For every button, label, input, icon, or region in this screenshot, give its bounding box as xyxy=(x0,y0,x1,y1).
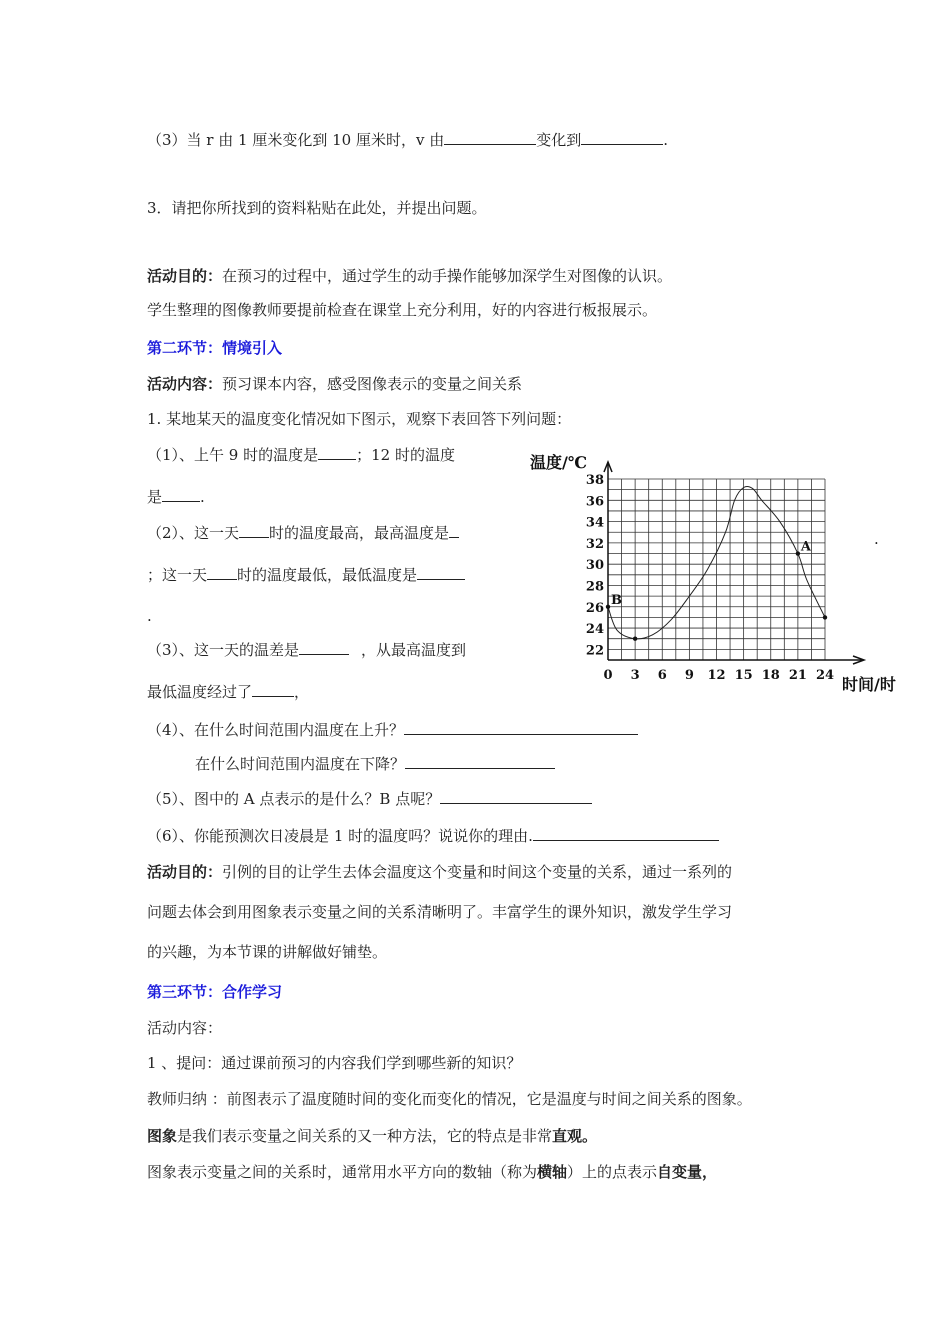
x-tick-label: 6 xyxy=(657,668,667,683)
point-label-b: B xyxy=(611,592,622,608)
item-1: 1. 某地某天的温度变化情况如下图示，观察下表回答下列问题： xyxy=(147,410,572,428)
x-tick-label: 3 xyxy=(630,668,640,683)
sq1-line-b xyxy=(147,487,205,507)
blank[interactable] xyxy=(252,682,294,697)
graph-mid: 是我们表示变量之间关系的又一种方法，它的特点是非常 xyxy=(177,1127,553,1145)
y-tick-label: 26 xyxy=(585,600,604,616)
data-point xyxy=(796,551,800,555)
goal-text: 在预习的过程中，通过学生的动手操作能够加深学生对图像的认识。 xyxy=(222,267,673,285)
q3-line xyxy=(147,130,668,150)
stray-dot: . xyxy=(874,530,879,548)
goal-1 xyxy=(147,266,672,286)
x-tick-label: 18 xyxy=(761,668,780,683)
q3-prefix: （3）当 r 由 1 厘米变化到 10 厘米时，v 由 xyxy=(147,131,445,149)
temperature-chart xyxy=(520,446,920,706)
y-tick-label: 38 xyxy=(585,473,604,488)
q3-mid: 变化到 xyxy=(536,131,582,149)
sq3-line-a xyxy=(147,640,466,660)
q3-end: . xyxy=(663,131,668,149)
sq2b: 时的温度最高，最高温度是 xyxy=(269,524,450,542)
section-2-heading: 第二环节：情境引入 xyxy=(147,339,283,357)
blank[interactable] xyxy=(581,130,663,145)
goal-2-cont-1: 问题去体会到用图象表示变量之间的关系清晰明了。丰富学生的课外知识，激发学生学习 xyxy=(147,903,733,921)
term-horizontal-axis: 横轴 xyxy=(537,1163,568,1181)
sq3-line-b xyxy=(147,682,309,702)
term-independent-variable: 自变量， xyxy=(657,1163,718,1181)
chart-grid xyxy=(608,479,825,660)
goal-1-cont: 学生整理的图像教师要提前检查在课堂上充分利用，好的内容进行板报展示。 xyxy=(147,301,658,319)
sq4-line-a xyxy=(147,720,638,740)
goal-2-cont-2: 的兴趣，为本节课的讲解做好铺垫。 xyxy=(147,943,388,961)
sq4b: 在什么时间范围内温度在下降？ xyxy=(195,755,406,773)
term-graph: 图象 xyxy=(147,1127,178,1145)
y-tick-label: 28 xyxy=(585,579,604,595)
y-tick-label: 30 xyxy=(585,558,604,574)
x-tick-label: 21 xyxy=(788,668,807,683)
data-point xyxy=(633,637,637,641)
data-point xyxy=(606,605,610,609)
goal-label: 活动目的： xyxy=(147,267,223,285)
chart-ticks xyxy=(586,473,834,683)
sq1d: . xyxy=(200,488,205,506)
activity-content-3: 活动内容： xyxy=(147,1019,223,1037)
content-label: 活动内容： xyxy=(147,375,223,393)
content-text: 预习课本内容，感受图像表示的变量之间关系 xyxy=(222,375,523,393)
goal-2 xyxy=(147,862,732,882)
x-tick-label: 0 xyxy=(603,668,613,683)
blank[interactable] xyxy=(207,565,237,580)
axis-a: 图象表示变量之间的关系时，通常用水平方向的数轴（称为 xyxy=(147,1163,538,1181)
item-3: 3．请把你所找到的资料粘贴在此处，并提出问题。 xyxy=(147,199,487,217)
sq1-line-a xyxy=(147,445,455,465)
x-tick-label: 24 xyxy=(815,668,835,683)
y-tick-label: 36 xyxy=(585,494,604,510)
y-tick-label: 34 xyxy=(585,515,604,531)
sq2-line-b xyxy=(147,565,465,585)
sq3a: （3）、这一天的温差是 xyxy=(147,641,300,659)
sq2a: （2）、这一天 xyxy=(147,524,240,542)
blank[interactable] xyxy=(417,565,465,580)
y-tick-label: 22 xyxy=(585,643,604,659)
goal-label: 活动目的： xyxy=(147,863,223,881)
blank[interactable] xyxy=(449,523,459,538)
axis-b: ）上的点表示 xyxy=(567,1163,658,1181)
sq1a: （1）、上午 9 时的温度是 xyxy=(147,446,319,464)
blank[interactable] xyxy=(299,640,349,655)
x-tick-label: 9 xyxy=(684,668,694,683)
blank[interactable] xyxy=(405,754,555,769)
y-tick-label: 24 xyxy=(585,622,604,638)
sq2-line-c: . xyxy=(147,607,152,625)
sq3b: ，从最高温度到 xyxy=(361,641,467,659)
blank[interactable] xyxy=(239,523,269,538)
section-3-heading: 第三环节：合作学习 xyxy=(147,983,283,1001)
point-label-a: A xyxy=(800,539,811,555)
blank[interactable] xyxy=(162,487,200,502)
axis-definition xyxy=(147,1162,717,1182)
sq3d: ， xyxy=(294,683,310,701)
goal-text: 引例的目的让学生去体会温度这个变量和时间这个变量的关系，通过一系列的 xyxy=(222,863,733,881)
term-intuitive: 直观。 xyxy=(552,1127,598,1145)
x-tick-label: 15 xyxy=(734,668,753,683)
blank[interactable] xyxy=(404,720,638,735)
sq3c: 最低温度经过了 xyxy=(147,683,253,701)
sq6-line xyxy=(147,826,719,846)
ask-line: 1 、提问：通过课前预习的内容我们学到哪些新的知识？ xyxy=(147,1054,522,1072)
y-tick-label: 32 xyxy=(585,536,604,552)
x-tick-label: 12 xyxy=(707,668,726,683)
activity-content xyxy=(147,374,522,394)
data-point xyxy=(823,615,827,619)
sq6: （6）、你能预测次日凌晨是 1 时的温度吗？说说你的理由. xyxy=(147,827,533,845)
blank[interactable] xyxy=(440,789,592,804)
graph-definition xyxy=(147,1126,597,1146)
sq5: （5）、图中的 A 点表示的是什么？B 点呢？ xyxy=(147,790,441,808)
x-axis-label: 时间/时 xyxy=(842,675,896,694)
sq4a: （4）、在什么时间范围内温度在上升？ xyxy=(147,721,405,739)
y-axis-label: 温度/℃ xyxy=(530,453,588,472)
sq2c: ；这一天 xyxy=(147,566,208,584)
blank[interactable] xyxy=(318,445,356,460)
sq1c: 是 xyxy=(147,488,163,506)
sq2d: 时的温度最低，最低温度是 xyxy=(237,566,418,584)
sq4-line-b xyxy=(195,754,555,774)
blank[interactable] xyxy=(444,130,536,145)
sq1b: ；12 时的温度 xyxy=(356,446,455,464)
sq2-line-a xyxy=(147,523,459,543)
blank[interactable] xyxy=(533,826,719,841)
sq5-line xyxy=(147,789,592,809)
teacher-summary: 教师归纳 ：前图表示了温度随时间的变化而变化的情况，它是温度与时间之间关系的图象。 xyxy=(147,1090,752,1108)
